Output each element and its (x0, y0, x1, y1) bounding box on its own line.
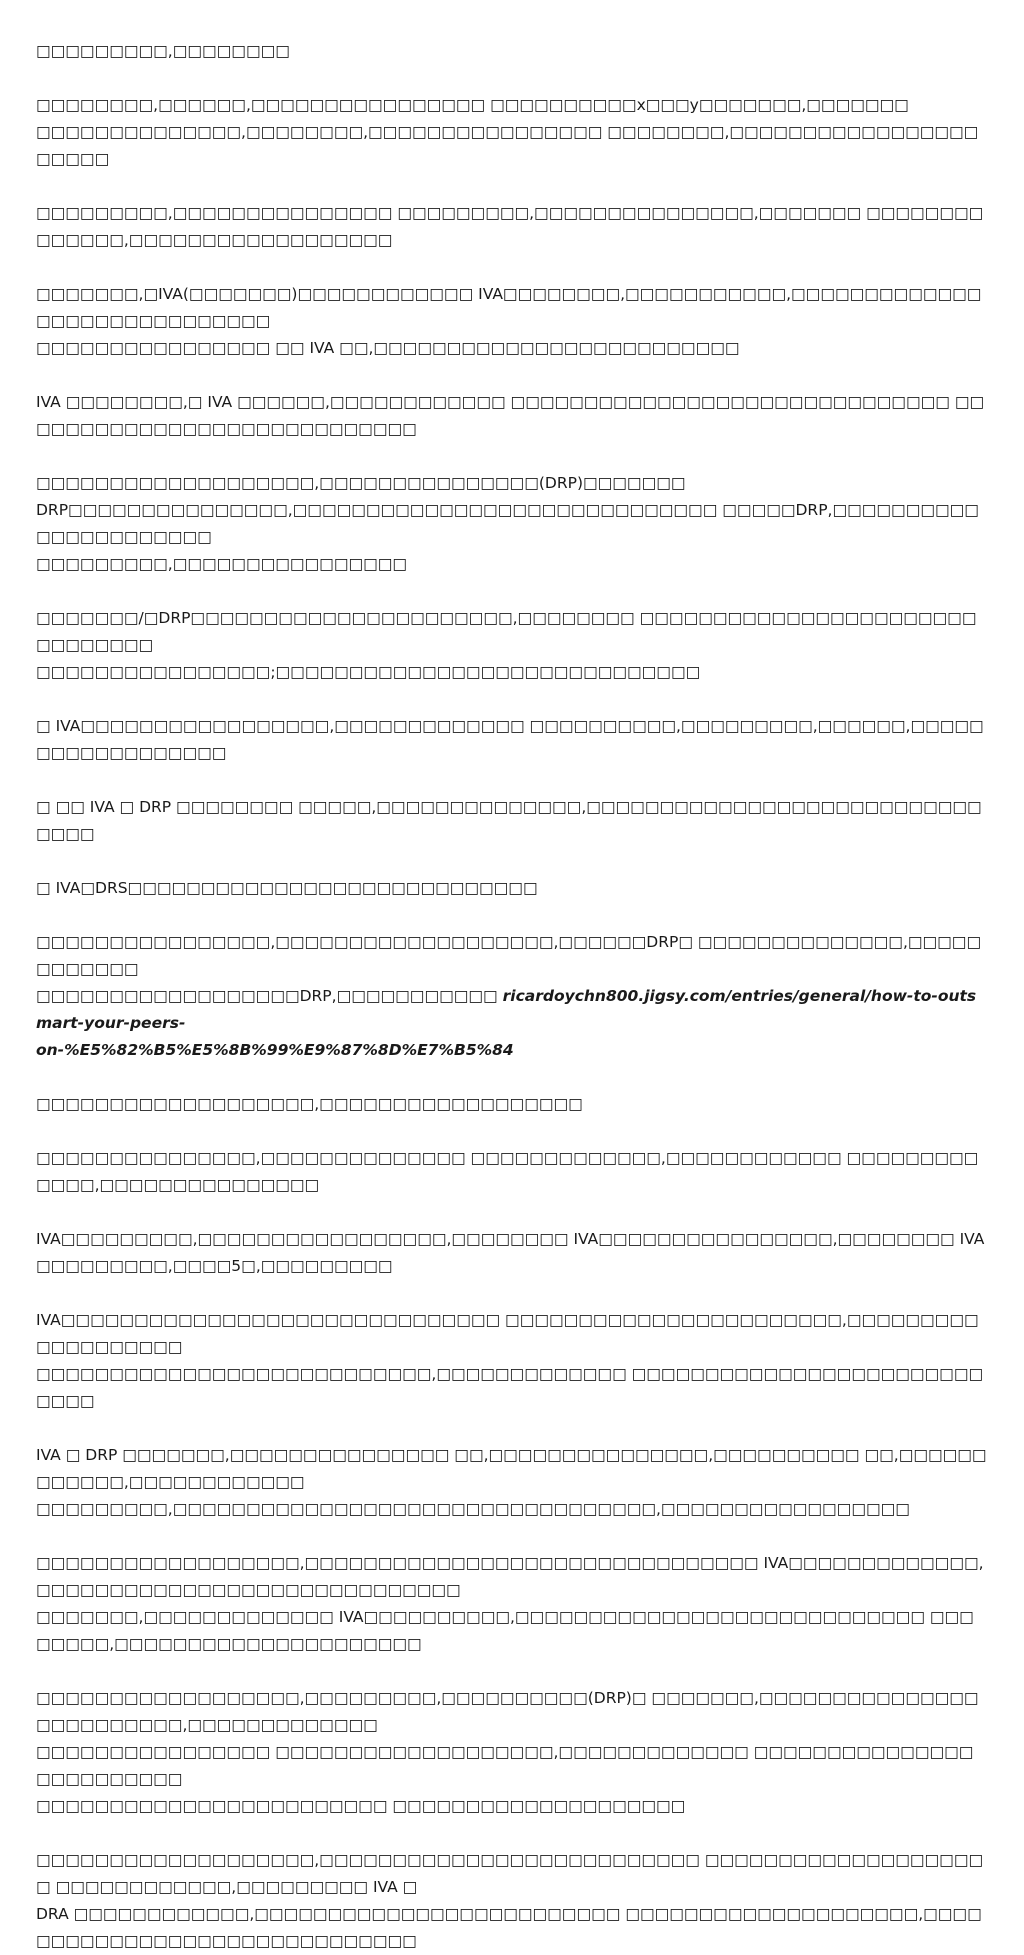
text-line: DRA □□□□□□□□□□□□,□□□□□□□□□□□□□□□□□□□□□□□□□ □□□□□□□□□□□□□□□□□□□□,□□□□□□□□□□□□□□□□□□□□□□□□□□□□□□ (36, 1905, 982, 1950)
article-link-continued[interactable]: on-%E5%82%B5%E5%8B%99%E9%87%8D%E7%B5%84 (36, 1041, 514, 1059)
article-link[interactable]: ricardoychn800.jigsy.com/entries/general/how-to-outsmart-your-peers- (36, 987, 977, 1032)
paragraph (36, 1847, 988, 1955)
paragraph (36, 38, 988, 65)
paragraph (36, 1091, 988, 1118)
text-line: □□□□□□□□□□□□□□□□□□DRP,□□□□□□□□□□□ (36, 987, 503, 1005)
text-line: □□□□□□□□□□□□□□□□□□□,□□□□□□□□□□□□□□□□□□□□□□□□□□ □□□□□□□□□□□□□□□□□□□□ □□□□□□□□□□□□,□□□□□□□□□ IVA □ (36, 1851, 984, 1896)
text-line: □□□□□□□□□□□□□□□□□□□,□□□□□□□□□□□□□□□(DRP)□□□□□□□ (36, 474, 686, 492)
paragraph (36, 470, 988, 578)
paragraph (36, 92, 988, 173)
text-line: IVA□□□□□□□□□,□□□□□□□□□□□□□□□□□,□□□□□□□□ IVA□□□□□□□□□□□□□□□□,□□□□□□□□ IVA□□□□□□□□□,□□□□5□,□□□□□□□□□ (36, 1230, 985, 1275)
text-line: □□□□□□□□□□□□□□□□ □□□□□□□□□□□□□□□□□□□,□□□□□□□□□□□□□ □□□□□□□□□□□□□□□□□□□□□□□□□ (36, 1743, 974, 1788)
text-line: □□□□□□□□□□□□□□,□□□□□□□□,□□□□□□□□□□□□□□□□ □□□□□□□□,□□□□□□□□□□□□□□□□□□□□□□ (36, 123, 979, 168)
text-line: DRP□□□□□□□□□□□□□□□,□□□□□□□□□□□□□□□□□□□□□□□□□□□□□ □□□□□DRP,□□□□□□□□□□□□□□□□□□□□□□ (36, 501, 979, 546)
paragraph (36, 1550, 988, 1658)
text-line: □□□□□□□□□□□□□□□□□□□□□□□□ □□□□□□□□□□□□□□□□□□□□ (36, 1797, 686, 1815)
text-line: □□□□□□□□,□□□□□□,□□□□□□□□□□□□□□□□ □□□□□□□□□□x□□□y□□□□□□□,□□□□□□□ (36, 96, 909, 114)
paragraph (36, 1226, 988, 1280)
text-line: □□□□□□□□□,□□□□□□□□□□□□□□□ □□□□□□□□□,□□□□□□□□□□□□□□□,□□□□□□□ □□□□□□□□□□□□□□,□□□□□□□□□□□□□□□□□□ (36, 204, 984, 249)
text-line: □□□□□□□□□□□□□□□□;□□□□□□□□□□□□□□□□□□□□□□□□□□□□□ (36, 663, 701, 681)
paragraph (36, 794, 988, 848)
paragraph (36, 1145, 988, 1199)
paragraph (36, 200, 988, 254)
paragraph-with-link (36, 929, 988, 1064)
paragraph (36, 1442, 988, 1523)
paragraph (36, 875, 988, 902)
text-line: □□□□□□□□□□□□□□□,□□□□□□□□□□□□□□ □□□□□□□□□□□□□,□□□□□□□□□□□□ □□□□□□□□□□□□□,□□□□□□□□□□□□□□□ (36, 1149, 979, 1194)
text-line: □□□□□□□□□,□□□□□□□□□□□□□□□□□□□□□□□□□□□□□□□□□,□□□□□□□□□□□□□□□□□ (36, 1500, 910, 1518)
paragraph (36, 605, 988, 686)
paragraph (36, 281, 988, 362)
paragraph (36, 389, 988, 443)
paragraph (36, 1307, 988, 1415)
text-line: □□□□□□□,□□□□□□□□□□□□□ IVA□□□□□□□□□□,□□□□□□□□□□□□□□□□□□□□□□□□□□□□ □□□□□□□□,□□□□□□□□□□□□□□□□□□□□□ (36, 1608, 974, 1653)
text-line: □□□□□□□□□,□□□□□□□□ (36, 42, 290, 60)
text-line: □□□□□□□,□IVA(□□□□□□□)□□□□□□□□□□□□ IVA□□□□□□□□,□□□□□□□□□□□,□□□□□□□□□□□□□□□□□□□□□□□□□□□□□ (36, 285, 982, 330)
text-line: IVA □ DRP □□□□□□□,□□□□□□□□□□□□□□□ □□,□□□□□□□□□□□□□□□,□□□□□□□□□□ □□,□□□□□□□□□□□□,□□□□□□□□□□□□ (36, 1446, 987, 1491)
text-line: □□□□□□□□□□□□□□□□□□□,□□□□□□□□□□□□□□□□□□ (36, 1095, 583, 1113)
text-line: □ IVA□DRS□□□□□□□□□□□□□□□□□□□□□□□□□□□□ (36, 879, 538, 897)
text-line: □□□□□□□□□□□□□□□□□□,□□□□□□□□□□□□□□□□□□□□□□□□□□□□□□□ IVA□□□□□□□□□□□□□,□□□□□□□□□□□□□□□□□□□□□□□□□□□□□ (36, 1554, 984, 1599)
text-line: □□□□□□□□□□□□□□□□,□□□□□□□□□□□□□□□□□□□,□□□□□□DRP□ □□□□□□□□□□□□□□,□□□□□□□□□□□□ (36, 933, 982, 978)
text-line: □□□□□□□□□,□□□□□□□□□□□□□□□□ (36, 555, 408, 573)
paragraph (36, 1685, 988, 1820)
text-line: IVA□□□□□□□□□□□□□□□□□□□□□□□□□□□□□□ □□□□□□□□□□□□□□□□□□□□□□□,□□□□□□□□□□□□□□□□□□□ (36, 1311, 979, 1356)
text-line: IVA □□□□□□□□,□ IVA □□□□□□,□□□□□□□□□□□□ □□□□□□□□□□□□□□□□□□□□□□□□□□□□□□ □□□□□□□□□□□□□□□□□□□□□□□□□□□□ (36, 393, 985, 438)
text-line: □□□□□□□□□□□□□□□□ □□ IVA □□,□□□□□□□□□□□□□□□□□□□□□□□□□ (36, 339, 740, 357)
text-line: □□□□□□□□□□□□□□□□□□,□□□□□□□□□,□□□□□□□□□□(DRP)□ □□□□□□□,□□□□□□□□□□□□□□□□□□□□□□□□□,□□□□□□□□□□□□□ (36, 1689, 979, 1734)
text-line: □□□□□□□□□□□□□□□□□□□□□□□□□□□,□□□□□□□□□□□□□ □□□□□□□□□□□□□□□□□□□□□□□□□□□□ (36, 1365, 984, 1410)
text-line: □ IVA□□□□□□□□□□□□□□□□□,□□□□□□□□□□□□□ □□□□□□□□□□,□□□□□□□□□,□□□□□□,□□□□□□□□□□□□□□□□□□ (36, 717, 984, 762)
text-line: □ □□ IVA □ DRP □□□□□□□□ □□□□□,□□□□□□□□□□□□□□,□□□□□□□□□□□□□□□□□□□□□□□□□□□□□□□ (36, 798, 982, 843)
paragraph (36, 713, 988, 767)
text-line: □□□□□□□/□DRP□□□□□□□□□□□□□□□□□□□□□□,□□□□□□□□ □□□□□□□□□□□□□□□□□□□□□□□□□□□□□□□ (36, 609, 977, 654)
